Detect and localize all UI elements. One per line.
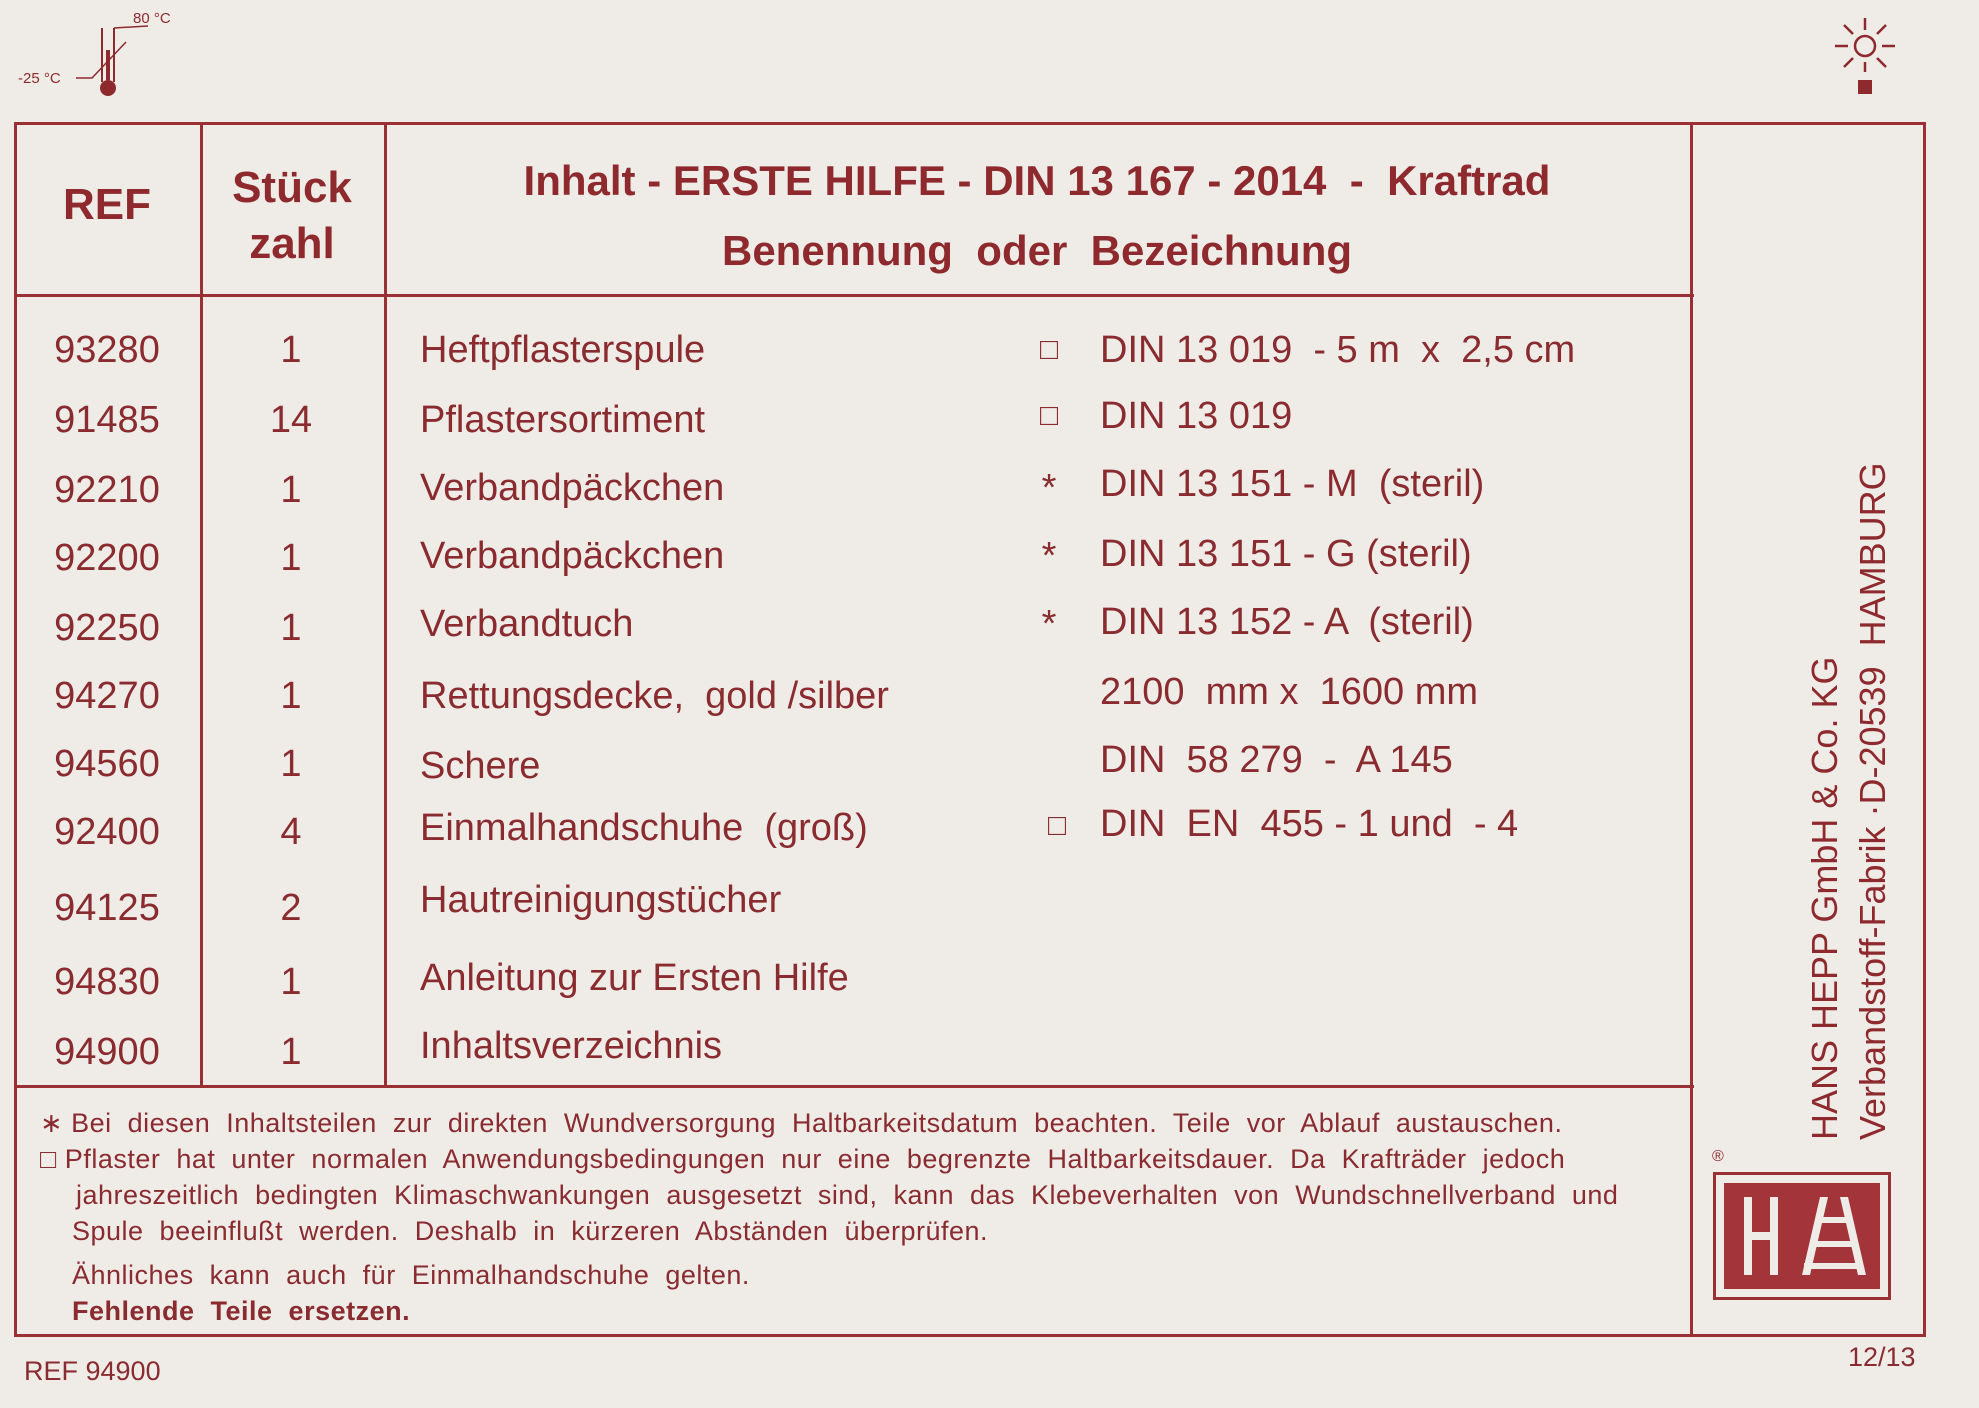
thermometer-range-icon — [18, 10, 198, 100]
footer-date: 12/13 — [1848, 1342, 1916, 1372]
row-spec: DIN 58 279 - A 145 — [1100, 739, 1453, 781]
row-ref: 93280 — [54, 329, 160, 371]
row-ref: 94270 — [54, 675, 160, 717]
row-symbol: □ — [1039, 399, 1059, 432]
row-name: Pflastersortiment — [420, 399, 706, 441]
note-square-cont1: jahreszeitlich bedingten Klimaschwankungen ausgesetzt sind, kann das Klebeverhalten von Wundschnellverband und — [76, 1180, 1619, 1210]
registered-mark: ® — [1712, 1148, 1724, 1165]
row-ref: 92210 — [54, 469, 160, 511]
note-asterisk: ∗ Bei diesen Inhaltsteilen zur direkten Wundversorgung Haltbarkeitsdatum beachten. Teile vor Ablauf austauschen. — [40, 1108, 1563, 1138]
row-ref: 92400 — [54, 811, 160, 853]
row-qty: 14 — [269, 399, 313, 441]
row-name: Verbandpäckchen — [420, 467, 725, 509]
header-qty-line2: zahl — [249, 219, 335, 268]
row-ref: 92250 — [54, 607, 160, 649]
row-spec: DIN 13 152 - A (steril) — [1100, 601, 1474, 643]
row-qty: 1 — [280, 329, 302, 371]
header-ref: REF — [63, 180, 151, 229]
row-name: Hautreinigungstücher — [420, 879, 782, 921]
header-title — [392, 146, 1682, 286]
header-title-line1: Inhalt - ERSTE HILFE - DIN 13 167 - 2014 - Kraftrad — [523, 157, 1551, 204]
row-spec: DIN 13 151 - G (steril) — [1100, 533, 1472, 575]
row-qty: 2 — [280, 887, 302, 929]
row-name: Rettungsdecke, gold /silber — [420, 675, 889, 717]
row-spec: 2100 mm x 1600 mm — [1100, 671, 1479, 713]
note-square: □ Pflaster hat unter normalen Anwendungsbedingungen nur eine begrenzte Haltbarkeitsdauer. Da Krafträder jedoch — [40, 1144, 1566, 1174]
row-qty: 1 — [280, 1031, 302, 1073]
row-name: Heftpflasterspule — [420, 329, 706, 371]
row-qty: 1 — [280, 743, 302, 785]
row-name: Anleitung zur Ersten Hilfe — [420, 957, 849, 999]
row-ref: 91485 — [54, 399, 160, 441]
keep-away-from-sunlight-icon — [1820, 12, 1910, 102]
row-spec: DIN 13 151 - M (steril) — [1100, 463, 1485, 505]
row-qty: 4 — [280, 811, 302, 853]
row-qty: 1 — [280, 537, 302, 579]
footer-ref: REF 94900 — [24, 1356, 161, 1386]
header-qty — [206, 160, 378, 272]
column-divider-ref — [200, 122, 203, 1088]
row-ref: 94900 — [54, 1031, 160, 1073]
row-ref: 92200 — [54, 537, 160, 579]
row-name: Schere — [420, 745, 541, 787]
row-qty: 1 — [280, 675, 302, 717]
notes-divider — [14, 1085, 1694, 1088]
row-qty: 1 — [280, 607, 302, 649]
row-symbol: □ — [1047, 809, 1067, 842]
hh-ladder-logo-icon — [1713, 1172, 1891, 1300]
row-ref: 94830 — [54, 961, 160, 1003]
row-symbol: * — [1041, 467, 1057, 509]
row-qty: 1 — [280, 961, 302, 1003]
note-replace-missing: Fehlende Teile ersetzen. — [72, 1296, 411, 1326]
row-name: Inhaltsverzeichnis — [420, 1025, 723, 1067]
note-gloves: Ähnliches kann auch für Einmalhandschuhe gelten. — [72, 1260, 750, 1290]
row-qty: 1 — [280, 469, 302, 511]
note-square-cont2: Spule beeinflußt werden. Deshalb in kürzeren Abständen überprüfen. — [72, 1216, 989, 1246]
column-divider-manufacturer — [1690, 122, 1693, 1337]
row-name: Verbandpäckchen — [420, 535, 725, 577]
manufacturer-address: Verbandstoff-Fabrik ·D-20539 HAMBURG — [1852, 462, 1893, 1140]
row-spec: DIN 13 019 - 5 m x 2,5 cm — [1100, 329, 1576, 371]
column-divider-qty — [384, 122, 387, 1088]
header-qty-line1: Stück — [232, 163, 352, 212]
row-symbol: * — [1041, 603, 1057, 645]
row-name: Verbandtuch — [420, 603, 634, 645]
row-spec: DIN 13 019 — [1100, 395, 1293, 437]
header-title-line2: Benennung oder Bezeichnung — [721, 227, 1353, 274]
row-spec: DIN EN 455 - 1 und - 4 — [1100, 803, 1519, 845]
row-name: Einmalhandschuhe (groß) — [420, 807, 868, 849]
row-ref: 94560 — [54, 743, 160, 785]
row-ref: 94125 — [54, 887, 160, 929]
header-divider — [14, 294, 1694, 297]
min-temperature: -25 °C — [18, 70, 61, 87]
manufacturer-name: HANS HEPP GmbH & Co. KG — [1804, 656, 1845, 1140]
row-symbol: * — [1041, 535, 1057, 577]
row-symbol: □ — [1039, 333, 1059, 366]
max-temperature: 80 °C — [133, 10, 171, 27]
